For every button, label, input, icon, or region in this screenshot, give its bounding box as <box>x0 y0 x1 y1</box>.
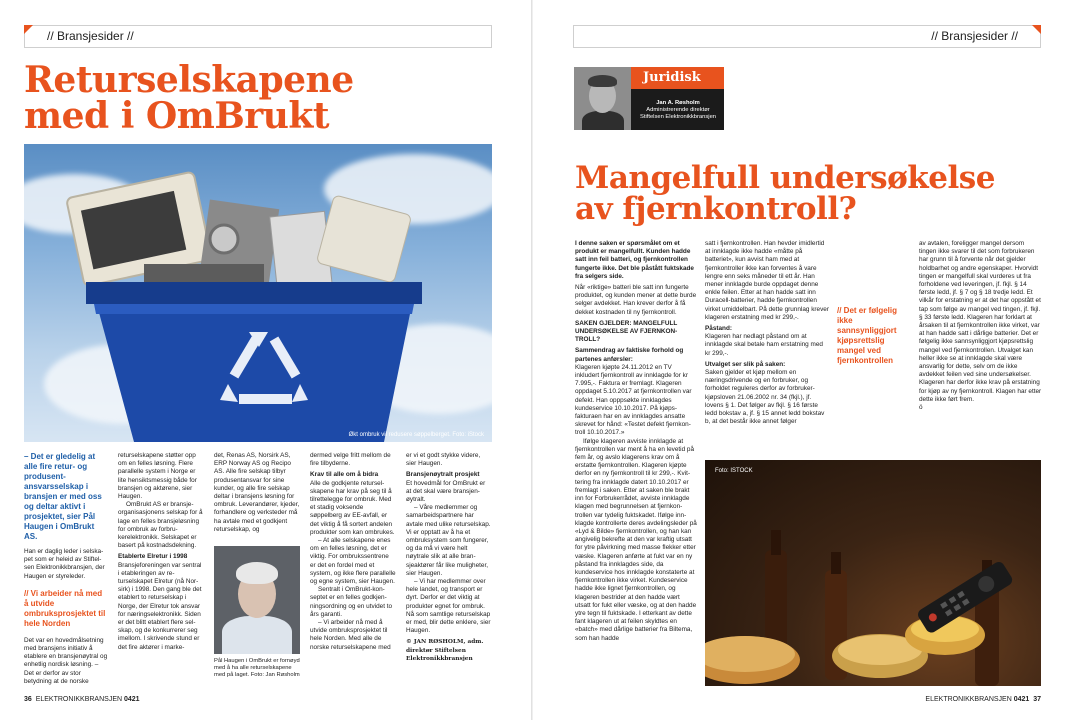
headline-line-1: Mangelfull undersøkelse <box>575 160 995 196</box>
page-number: 37 <box>1033 696 1041 703</box>
column-3 <box>214 452 300 534</box>
article-headline <box>24 59 504 137</box>
author-name: Jan A. Røsholm <box>656 100 700 106</box>
subheading: Påstand: <box>705 325 732 333</box>
subheading: Utvalget ser slik på saken: <box>705 360 786 368</box>
body-paragraph: Det var en hovedmålsetning med bransjens initiativ å etablere en bransjenøytral og enhetlig nordisk løsning. – Det er derfor av stor betydning at de norske <box>24 636 108 685</box>
column-5 <box>406 452 492 663</box>
quote-column <box>837 306 913 366</box>
column-2 <box>705 240 829 426</box>
portrait-pal-haugen <box>214 546 300 654</box>
section-label: // Bransjesider // <box>931 29 1018 43</box>
case-heading: SAKEN GJELDER: MANGELFULL UNDERSØKELSE AV FJERNKONTROLL? <box>575 319 678 344</box>
body-paragraph: Klageren har nedlagt påstand om at innklagde skal betale ham erstatning med kr 299,-. <box>705 333 823 357</box>
headline-line-2: av fjernkontroll? <box>575 191 857 227</box>
author-photo <box>574 67 631 130</box>
body-paragraph: Klageren kjøpte 24.11.2012 en TV inkludert fjernkontroll av innklagde for kr 7.995,-. Faktura er fremlagt. Klageren oppdaget 5.10.2017 at fjernkontrollen var defekt. Han opppsøkte innklagdes kundeservice 10.10.2017. På kjøpsfakturaen har en av innklagdes ansatte skrevet for hånd: «Testet defekt fjernkontroll 10.10.2017.» <box>575 363 692 437</box>
bin-illustration <box>24 144 492 442</box>
page-folio <box>925 696 1041 703</box>
body-paragraph: Sentralt i OmBrukt-konseptet er en felles godkjenningsordning og en utvidet to års garanti. <box>310 586 393 618</box>
hero-caption: Økt ombruk vil redusere søppelberget. Foto: iStock <box>348 432 484 438</box>
subheading: Etablerte Elretur i 1998 <box>118 553 188 561</box>
body-paragraph: det, Renas AS, Norsirk AS, ERP Norway AS og Recipo AS. Alle fire selskap tilbyr produsentansvar for sine kunder, og alle fire selskap deltar i bransjens løsning for ombruk. Leverandører, kjeder, forhandlere og verksteder må ha avtale med et godkjent returselskap, og <box>214 452 300 533</box>
body-paragraph: – Våre medlemmer og samarbeidspartnere har avtale med ulike returselskap. Vi er opptatt av å ha et ombruksystem som fungerer, og da må vi være helt nøytrale slik at alle bransjeaktører får like muligheter, sier Haugen. <box>406 504 491 577</box>
intro-text: – Det er gledelig at alle fire retur- og produsent-ansvarsselskap i bransjen er med oss og deltar aktivt i prosjektet, sier Pål Haugen i OmBrukt AS. <box>24 452 102 541</box>
hero-photo-recycling-bin <box>24 144 492 442</box>
body-paragraph: Saken gjelder et kjøp mellom en næringsdrivende og en forbruker, og forholdet reguleres derfor av forbrukerkjøpsloven 21.06.2002 nr. 34 (fkjl.), jf. lovens § 1. Det følger av fkjl. § 16 første ledd bokstav a, jf. § 15 annet ledd bokstav b, at det består ikke annet følger <box>705 369 825 426</box>
article-headline <box>575 160 1055 227</box>
body-paragraph: Alle de godkjente returselskapene har krav på seg til å tilrettelegge for ombruk. Med et stadig voksende søppelberg av EE-avfall, er det viktig å få sortert andelen produkter som kan ombrukes. <box>310 479 395 536</box>
body-paragraph: er vi et godt stykke videre, sier Haugen. <box>406 452 481 468</box>
column-1 <box>24 452 108 686</box>
body-paragraph: Bransjeforeningen var sentral i etableringen av returselskapet Elretur (nå Norsirk) i 1998. Den gang ble det etablert to returselskap i Norge, der Elretur tok ansvar for næringselektronikk. Siden er det blitt etablert flere selskap, og de konkurrerer seg imellom. I skrivende stund er det fire aktører i marke- <box>118 561 202 651</box>
author-title: Administrerende direktør <box>646 107 710 113</box>
column-3 <box>919 240 1043 412</box>
badge-label: Juridisk <box>631 67 724 89</box>
magazine-name: ELEKTRONIKKBRANSJEN <box>925 696 1012 703</box>
page-number: 36 <box>24 696 32 703</box>
body-paragraph: – At alle selskapene enes om en felles løsning, det er viktig. For ombrukssentrene er det en fordel med et system, og ikke flere parallelle og egne system, sier Haugen. <box>310 537 396 586</box>
author-signature: © JAN RØSHOLM, adm. direktør Stiftelsen Elektronikkbransjen <box>406 639 484 662</box>
author-org: Stiftelsen Elektronikkbransjen <box>639 114 717 120</box>
author-byline <box>634 100 722 121</box>
headline-line-1: Returselskapene <box>24 59 354 101</box>
photo-caption: Foto: ISTOCK <box>715 468 753 474</box>
subheading: Krav til alle om å bidra <box>310 471 379 479</box>
portrait-caption: Pål Haugen i OmBrukt er fornøyd med å ha alle returselskapene med på laget. Foto: Jan Røsholm <box>214 658 300 678</box>
body-paragraph: – Vi har medlemmer over hele landet, og transport er dyrt. Derfor er det viktig at produkter egnet for ombruk. Nå som samtlige returselskap er med, blir dette enklere, sier Haugen. <box>406 578 491 635</box>
subheading: Sammendrag av faktiske forhold og partenes anførsler: <box>575 347 684 363</box>
body-paragraph: OmBrukt AS er bransjeorganisasjonens selskap for å lage en felles bransjeløsning for ombruk av forbrukerelektronikk. Selskapet er basert på kostnadsdekning. <box>118 501 203 550</box>
body-paragraph: Et hovedmål for OmBrukt er at det skal være bransjenøytralt. <box>406 479 486 504</box>
column-2 <box>118 452 204 652</box>
issue-number: 0421 <box>1013 696 1030 703</box>
page-folio <box>24 696 140 703</box>
photo-remote-and-snacks <box>705 460 1041 686</box>
column-4 <box>310 452 396 652</box>
snacks-illustration <box>705 460 1041 686</box>
right-page <box>533 0 1065 720</box>
left-page <box>0 0 532 720</box>
end-mark: ö <box>919 404 923 412</box>
magazine-name: ELEKTRONIKKBRANSJEN <box>35 696 123 703</box>
pull-quote: // Det er følgelig ikke sannsynliggjort kjøpsrettslig mangel ved fjernkontrollen <box>837 306 898 365</box>
body-paragraph: dermed velge fritt mellom de fire tilbyderne. <box>310 452 391 468</box>
subheading: Bransjenøytralt prosjekt <box>406 471 480 479</box>
lead-text: I denne saken er spørsmålet om et produkt er mangelfullt. Kunden hadde satt inn feil batteri, og fjernkontrollen fungerte ikke. Det ble påstått fuktskade fra selgers side. <box>575 240 694 280</box>
body-paragraph: – Vi arbeider nå med å utvide ombruksprosjektet til hele Norden. Med alle de norske returselskapene med <box>310 619 391 651</box>
section-header <box>24 25 492 48</box>
column-1 <box>575 240 697 643</box>
portrait-caption-wrap <box>214 658 300 679</box>
body-paragraph: Han er daglig leder i selska-pet som er heleid av Stiftel-sen Elektronikkbransjen, der Haugen er styreleder. <box>24 548 105 580</box>
corner-accent <box>1032 25 1041 34</box>
body-paragraph: Når «riktige» batteri ble satt inn fungerte produktet, og kunden mener at dette burde selger avdekket. Han krever derfor å få dekket kostnaden til ny fjernkontroll. <box>575 284 697 316</box>
body-paragraph: satt i fjernkontrollen. Han hevder imidlertid at innklagde ikke hadde «måtte på batteriet», kun avvist ham med at fjernkontroller ikke kan forventes å vare lengre enn seks måneder til ett år. Han mener innklagde burde oppdaget denne enkle feilen. Etter at han hadde satt inn Duracell-batterier, hadde fjernkontrollen virket umiddelbart. På dette grunnlag krever klageren erstatning med kr 299,-. <box>705 240 829 321</box>
corner-accent <box>24 25 33 34</box>
body-paragraph: Ifølge klageren avviste innklagde at fjernkontrollen var ment å ha en levetid på fem år, og avslo klagerens krav om å erstatte fjernkontrollen. Klageren kjøpte derfor en ny fjernkontroll til kr 299,-. Kvittering fra innklagde datert 10.10.2017 er fremlagt i saken. Etter at saken ble brakt inn for Forbrukerrådet, avviste innklagde klagen med begrunnelsen at fjernkontrollen var tydelig fuktskadet. Ifølge innklagde kontrollerte deres avdelingsleder på «Lyd & Bilde» fjernkontrollen, og han kan angivelig bekrefte at den var kraftig utsatt for ytre påvirkning med masse flekker etter væske. Klageren anførte at fukt var en ny påstand fra innklagdes side, da kundeservice hos innklagde konstaterte at fjernkontrollen ikke virket. Kundeservice hadde ikke lignet fjernkontrollen, og klageren bestrider at den hadde vært utsatt for fukt eller væske, og at den hadde ytre tegn til fuktskade. I etterkant av dette fant klageren ut at feilen skyldtes en «batch» med dårlige batterier fra Biltema, som han hadde <box>575 437 697 642</box>
headline-line-2: med i OmBrukt <box>24 95 330 137</box>
body-paragraph: av avtalen, foreligger mangel dersom tingen ikke svarer til det som forbrukeren har grunn til å forvente når det gjelder holdbarhet og andre egenskaper. Hvorvidt tingen er mangelfull skal vurderes ut fra forholdene ved leveringen, jf. fkjl. § 14 første ledd, jf. § 7 og § 18 tredje ledd. Et vilkår for erstatning er at det har oppstått et tap som følge av mangel ved tingen, jf. fkjl. § 33 første ledd. Klageren har forklart at årsaken til at fjernkontrollen ikke virket, var at han hadde satt i dårlige batterier. Det er følgelig ikke sannsynliggjort kjøpsrettslig mangel ved fjernkontrollen. Utvalget kan heller ikke se at innklagde skal være ansvarlig for dette, selv om de ikke avdekket feilen ved sine undersøkelser. Klageren har derfor ikke krav på erstatning for kjøp av ny fjernkontroll. Klagen har etter dette ikke ført frem. <box>919 240 1042 403</box>
issue-number: 0421 <box>124 696 140 703</box>
section-header <box>573 25 1041 48</box>
section-label: // Bransjesider // <box>47 29 134 43</box>
juridisk-badge <box>574 67 724 130</box>
body-paragraph: returselskapene støtter opp om en felles løsning. Flere parallelle system i Norge er lite hensiktsmessig både for bransjen og aktørene, sier Haugen. <box>118 452 197 501</box>
pull-quote: // Vi arbeider nå med å utvide ombruksprosjektet til hele Norden <box>24 588 106 628</box>
